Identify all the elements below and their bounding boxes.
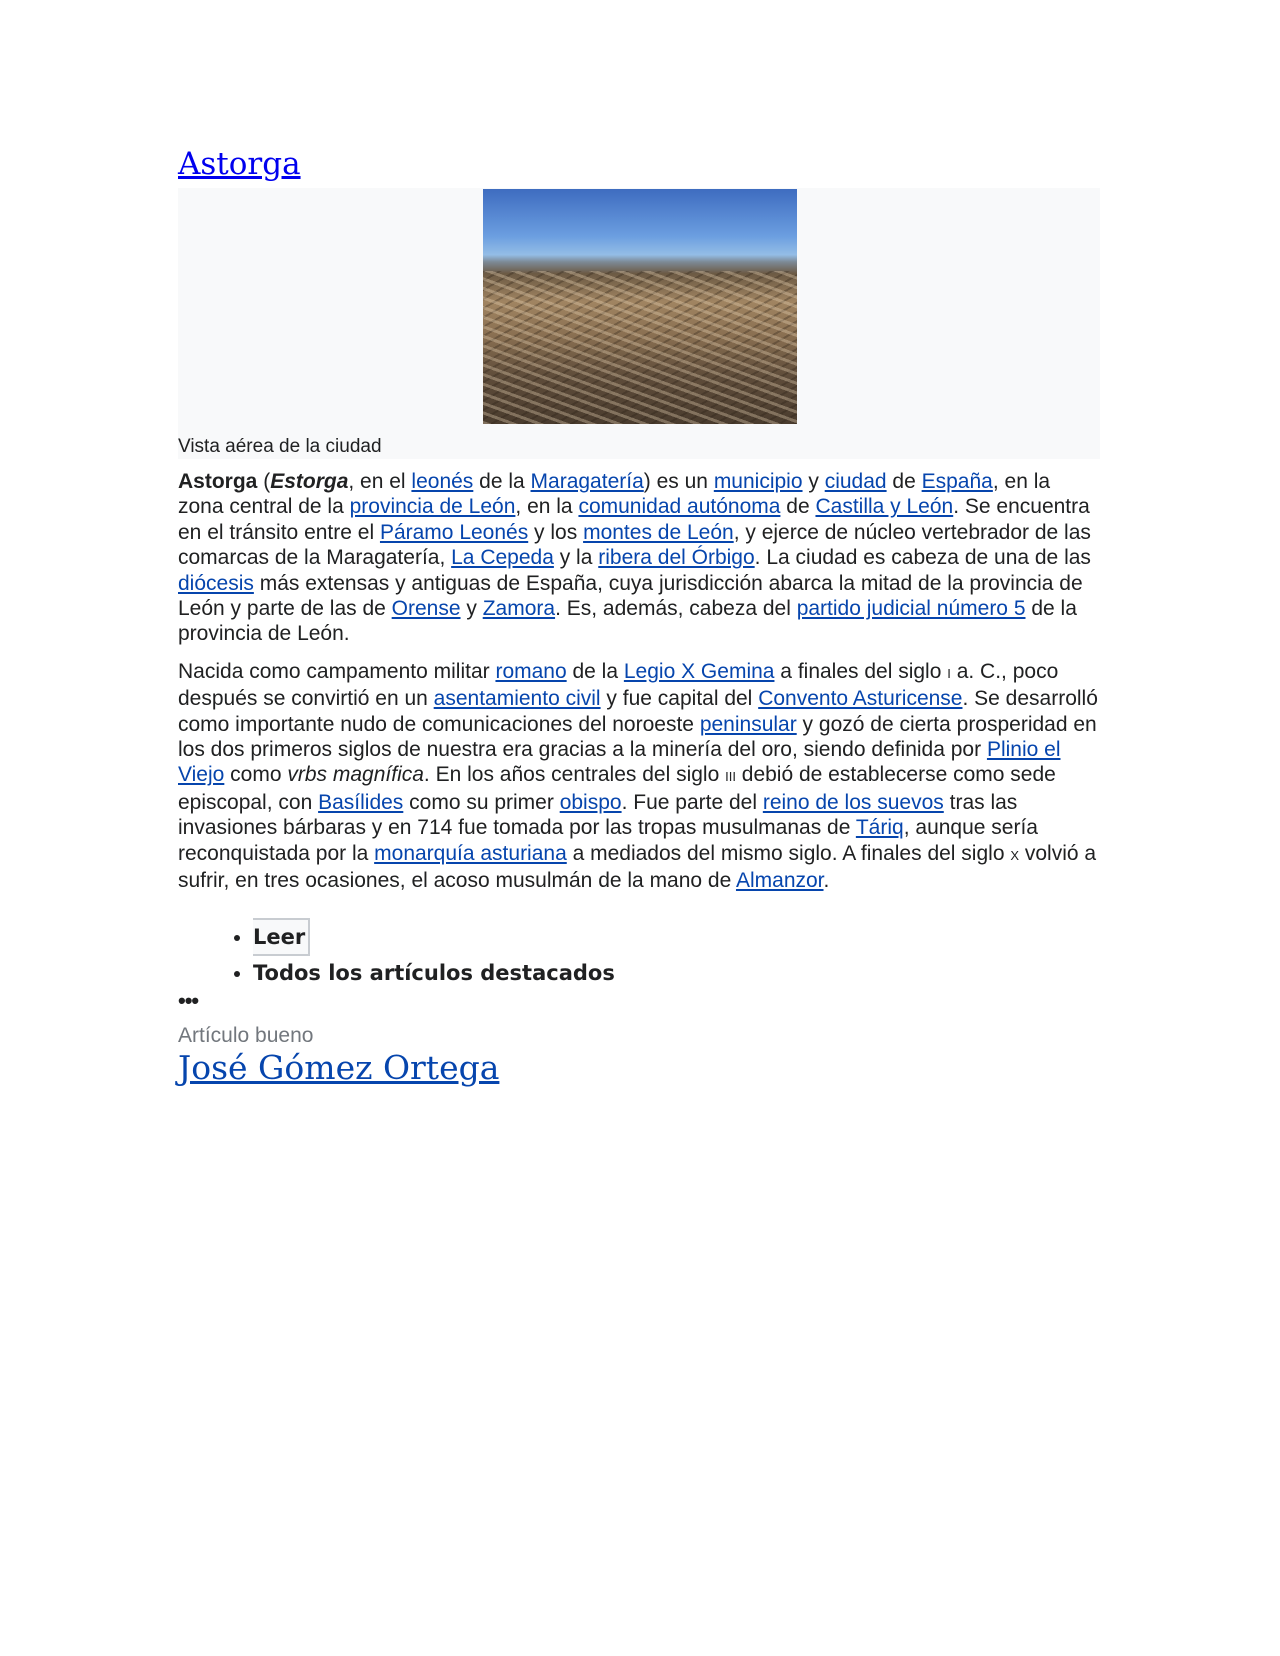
text: . — [823, 869, 830, 893]
inline-link[interactable]: Legio X Gemina — [623, 659, 775, 683]
bold-term: Astorga — [178, 470, 258, 493]
figure — [178, 188, 1100, 459]
roman-numeral: I — [947, 665, 951, 681]
inline-link[interactable]: Basílides — [318, 790, 404, 814]
inline-link[interactable]: La Cepeda — [451, 546, 554, 570]
text: debió de establecerse como sede episcopal, con — [178, 763, 1056, 814]
text: ( — [257, 470, 271, 493]
text: Nacida como campamento militar — [178, 659, 496, 683]
inline-link[interactable]: Maragatería — [530, 470, 644, 493]
text: de — [886, 470, 922, 493]
text: , aunque sería reconquistada por la — [178, 816, 1038, 865]
inline-link[interactable]: monarquía asturiana — [374, 841, 567, 865]
text: y la — [553, 546, 599, 570]
bold-italic-term: Estorga — [270, 470, 349, 493]
text: , en la zona central de la — [178, 470, 1051, 519]
inline-link[interactable]: municipio — [713, 470, 803, 493]
text: como — [224, 763, 288, 787]
text: , en la — [515, 495, 579, 519]
inline-link[interactable]: provincia de León — [349, 495, 516, 519]
inline-link[interactable]: reino de los suevos — [762, 790, 944, 814]
text: . La ciudad es cabeza de una de las — [754, 546, 1091, 570]
inline-link[interactable]: ribera del Órbigo — [598, 546, 755, 570]
text: de la provincia de León. — [178, 597, 1077, 646]
text: volvió a sufrir, en tres ocasiones, el acoso musulmán de la mano de — [178, 841, 1097, 893]
text: a. C., poco después se convirtió en un — [178, 659, 1059, 711]
inline-link[interactable]: comunidad autónoma — [578, 495, 781, 519]
text: como su primer — [403, 790, 560, 814]
action-item — [253, 956, 1100, 990]
text: más extensas y antiguas de España, cuya jurisdicción abarca la mitad de la provincia de León y parte de las de — [178, 571, 1083, 621]
text: de la — [473, 470, 531, 493]
text: de — [780, 495, 816, 519]
actions-list — [178, 918, 1100, 990]
read-button[interactable]: Leer — [253, 918, 310, 956]
inline-link[interactable]: asentamiento civil — [433, 687, 601, 711]
good-article-label: Artículo bueno — [178, 1023, 314, 1047]
inline-link[interactable]: Plinio el Viejo — [178, 738, 1061, 787]
text: , y ejerce de núcleo vertebrador de las comarcas de la Maragatería, — [178, 520, 1091, 570]
aerial-photo[interactable] — [483, 189, 797, 424]
text: y gozó de cierta prosperidad en los dos primeros siglos de nuestra era gracias a la minería del oro, siendo definida por — [178, 712, 1097, 762]
inline-link[interactable]: diócesis — [178, 571, 254, 595]
inline-link[interactable]: Zamora — [482, 597, 556, 621]
text: . Fue parte del — [621, 790, 763, 814]
action-item — [253, 918, 1100, 956]
text: de la — [566, 659, 624, 683]
inline-link[interactable]: ciudad — [824, 470, 887, 493]
text: y — [802, 470, 825, 493]
all-featured-link[interactable]: Todos los artículos destacados — [253, 960, 615, 985]
text: ) es un — [643, 470, 714, 493]
text: y los — [528, 520, 584, 544]
text: y fue capital del — [600, 687, 759, 711]
roman-numeral: X — [1010, 847, 1020, 863]
inline-link[interactable]: montes de León — [583, 520, 734, 544]
text: . Se encuentra en el tránsito entre el — [178, 495, 1090, 544]
featured-article — [178, 146, 1100, 1087]
inline-link[interactable]: Táriq — [855, 816, 904, 840]
inline-link[interactable]: romano — [495, 659, 567, 683]
more-menu-icon[interactable]: ••• — [178, 987, 199, 1013]
text: . Se desarrolló como importante nudo de comunicaciones del noroeste — [178, 687, 1098, 736]
figure-caption: Vista aérea de la ciudad — [178, 436, 382, 457]
text: . Es, además, cabeza del — [555, 597, 797, 621]
text: y — [460, 597, 483, 621]
inline-link[interactable]: Orense — [391, 597, 461, 621]
good-article-title-link[interactable]: José Gómez Ortega — [178, 1047, 500, 1087]
summary-paragraph-1 — [178, 469, 1100, 647]
inline-link[interactable]: leonés — [411, 470, 474, 493]
inline-link[interactable]: Almanzor — [735, 869, 824, 893]
text: . En los años centrales del siglo — [423, 763, 726, 787]
inline-link[interactable]: partido judicial número 5 — [796, 597, 1026, 621]
text: , en el — [348, 470, 412, 493]
text: a finales del siglo — [774, 659, 948, 683]
roman-numeral: III — [725, 769, 736, 785]
inline-link[interactable]: obispo — [559, 790, 622, 814]
inline-link[interactable]: Convento Asturicense — [758, 687, 963, 711]
inline-link[interactable]: Páramo Leonés — [379, 520, 529, 544]
inline-link[interactable]: España — [921, 470, 993, 493]
italic-term: vrbs magnífica — [287, 763, 424, 787]
inline-link[interactable]: peninsular — [699, 712, 797, 736]
text: a mediados del mismo siglo. A finales del siglo — [566, 841, 1011, 865]
inline-link[interactable]: Castilla y León — [815, 495, 954, 519]
summary-paragraph-2 — [178, 659, 1100, 894]
article-title-link[interactable]: Astorga — [178, 146, 301, 182]
text: tras las invasiones bárbaras y en 714 fue tomada por las tropas musulmanas de — [178, 790, 1018, 840]
